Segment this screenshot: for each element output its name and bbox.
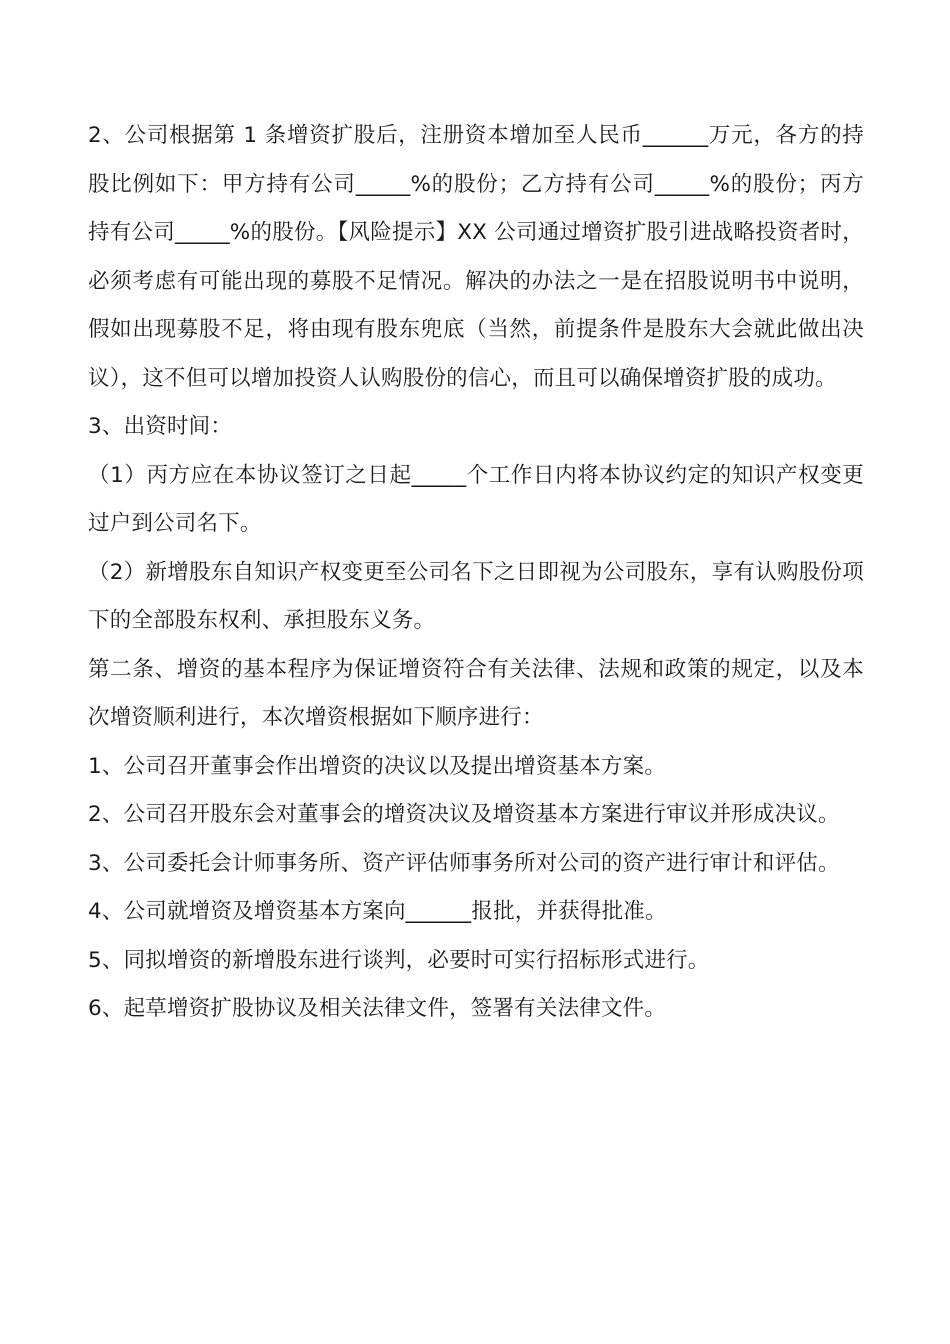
paragraph-step-2: 2、公司召开股东会对董事会的增资决议及增资基本方案进行审议并形成决议。 xyxy=(88,802,840,827)
paragraph-ip-transfer: （1）丙方应在本协议签订之日起_____个工作日内将本协议约定的知识产权变更过户到公司名下。 xyxy=(88,462,864,536)
paragraph-step-3: 3、公司委托会计师事务所、资产评估师事务所对公司的资产进行审计和评估。 xyxy=(88,850,840,876)
paragraph-new-shareholder: （2）新增股东自知识产权变更至公司名下之日即视为公司股东，享有认购股份项下的全部股东权利、承担股东义务。 xyxy=(88,559,864,633)
paragraph-capital-increase: 2、公司根据第 1 条增资扩股后，注册资本增加至人民币______万元，各方的持股比例如下：甲方持有公司_____%的股份；乙方持有公司_____%的股份；丙方持有公司_____%的股份。【风险提示】XX 公司通过增资扩股引进战略投资者时，必须考虑有可能出现的募股不足情况。解决的办法之一是在招股说明书中说明，假如出现募股不足，将由现有股东兜底（当然，前提条件是股东大会就此做出决议），这不但可以增加投资人认购股份的信心，而且可以确保增资扩股的成功。 xyxy=(88,123,864,391)
paragraph-contribution-time: 3、出资时间： xyxy=(88,414,233,439)
paragraph-article-two: 第二条、增资的基本程序为保证增资符合有关法律、法规和政策的规定，以及本次增资顺利进行，本次增资根据如下顺序进行： xyxy=(88,656,864,730)
paragraph-step-5: 5、同拟增资的新增股东进行谈判，必要时可实行招标形式进行。 xyxy=(88,947,710,973)
paragraph-step-6: 6、起草增资扩股协议及相关法律文件，签署有关法律文件。 xyxy=(88,996,667,1021)
paragraph-step-4: 4、公司就增资及增资基本方案向______报批，并获得批准。 xyxy=(88,899,667,924)
paragraph-step-1: 1、公司召开董事会作出增资的决议以及提出增资基本方案。 xyxy=(88,753,667,779)
document-body xyxy=(88,112,864,1034)
